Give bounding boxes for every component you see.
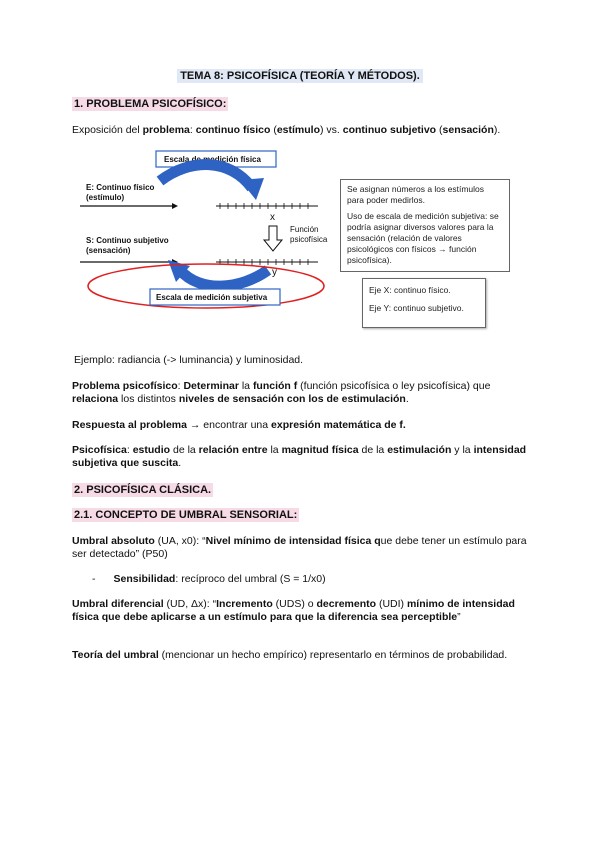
e-label-1: E: Continuo físico [86, 183, 155, 192]
axis-y-note: Eje Y: continuo subjetivo. [369, 303, 464, 313]
function-label-1: Función [290, 225, 319, 234]
section-2-heading: 2. PSICOFÍSICA CLÁSICA. [74, 484, 212, 496]
threshold-theory-paragraph: Teoría del umbral (mencionar un hecho empírico) representarlo en términos de probabilidad. [72, 649, 508, 661]
answer-paragraph: Respuesta al problema → encontrar una expresión matemática de f. [72, 419, 406, 431]
note-1: Se asignan números a los estímulos para poder medirlos. [347, 184, 485, 205]
bottom-curved-arrow [180, 270, 268, 286]
s-label-2: (sensación) [86, 246, 131, 255]
physical-scale-label: Escala de medición física [164, 155, 261, 164]
intro-paragraph: Exposición del problema: continuo físico (estímulo) vs. continuo subjetivo (sensación). [72, 124, 501, 136]
top-arrow-head [240, 178, 264, 200]
e-label-2: (estímulo) [86, 193, 125, 202]
example-paragraph: Ejemplo: radiancia (-> luminancia) y luminosidad. [74, 354, 304, 366]
function-label-2: psicofísica [290, 235, 328, 244]
problem-paragraph: Problema psicofísico: Determinar la función f (función psicofísica o ley psicofísica) que relaciona los distintos niveles de sensación con los de estimulación. [72, 380, 491, 405]
section-1-heading: 1. PROBLEMA PSICOFÍSICO: [74, 98, 227, 110]
psychophysics-paragraph: Psicofísica: estudio de la relación entre la magnitud física de la estimulación y la intensidad subjetiva que suscita. [72, 444, 527, 469]
note-box [340, 179, 510, 272]
y-label: y [272, 267, 277, 278]
differential-threshold-paragraph: Umbral diferencial (UD, Δx): “Incremento (UDS) o decremento (UDI) mínimo de intensidad física que debe aplicarse a un estímulo para que la diferencia sea perceptible” [72, 598, 515, 623]
absolute-threshold-paragraph: Umbral absoluto (UA, x0): “Nivel mínimo de intensidad física que debe tener un estímulo para ser detectado” (P50) [72, 535, 527, 560]
top-curved-arrow [160, 165, 252, 188]
document-title: TEMA 8: PSICOFÍSICA (TEORÍA Y MÉTODOS). [0, 70, 600, 82]
note-2: Uso de escala de medición subjetiva: se podría asignar diversos valores para la sensación (relación de valores psicológicos con físicos → función psicofísica). [347, 211, 499, 265]
axes-legend-box [362, 278, 486, 328]
subsection-2-1-heading: 2.1. CONCEPTO DE UMBRAL SENSORIAL: [74, 509, 298, 521]
axis-x-note: Eje X: continuo físico. [369, 285, 451, 295]
function-down-arrow [264, 226, 282, 251]
s-label-1: S: Continuo subjetivo [86, 236, 169, 245]
subjective-scale-label: Escala de medición subjetiva [156, 293, 268, 302]
x-label: x [270, 212, 275, 223]
sensitivity-bullet: - Sensibilidad: recíproco del umbral (S = 1/x0) [92, 573, 326, 585]
